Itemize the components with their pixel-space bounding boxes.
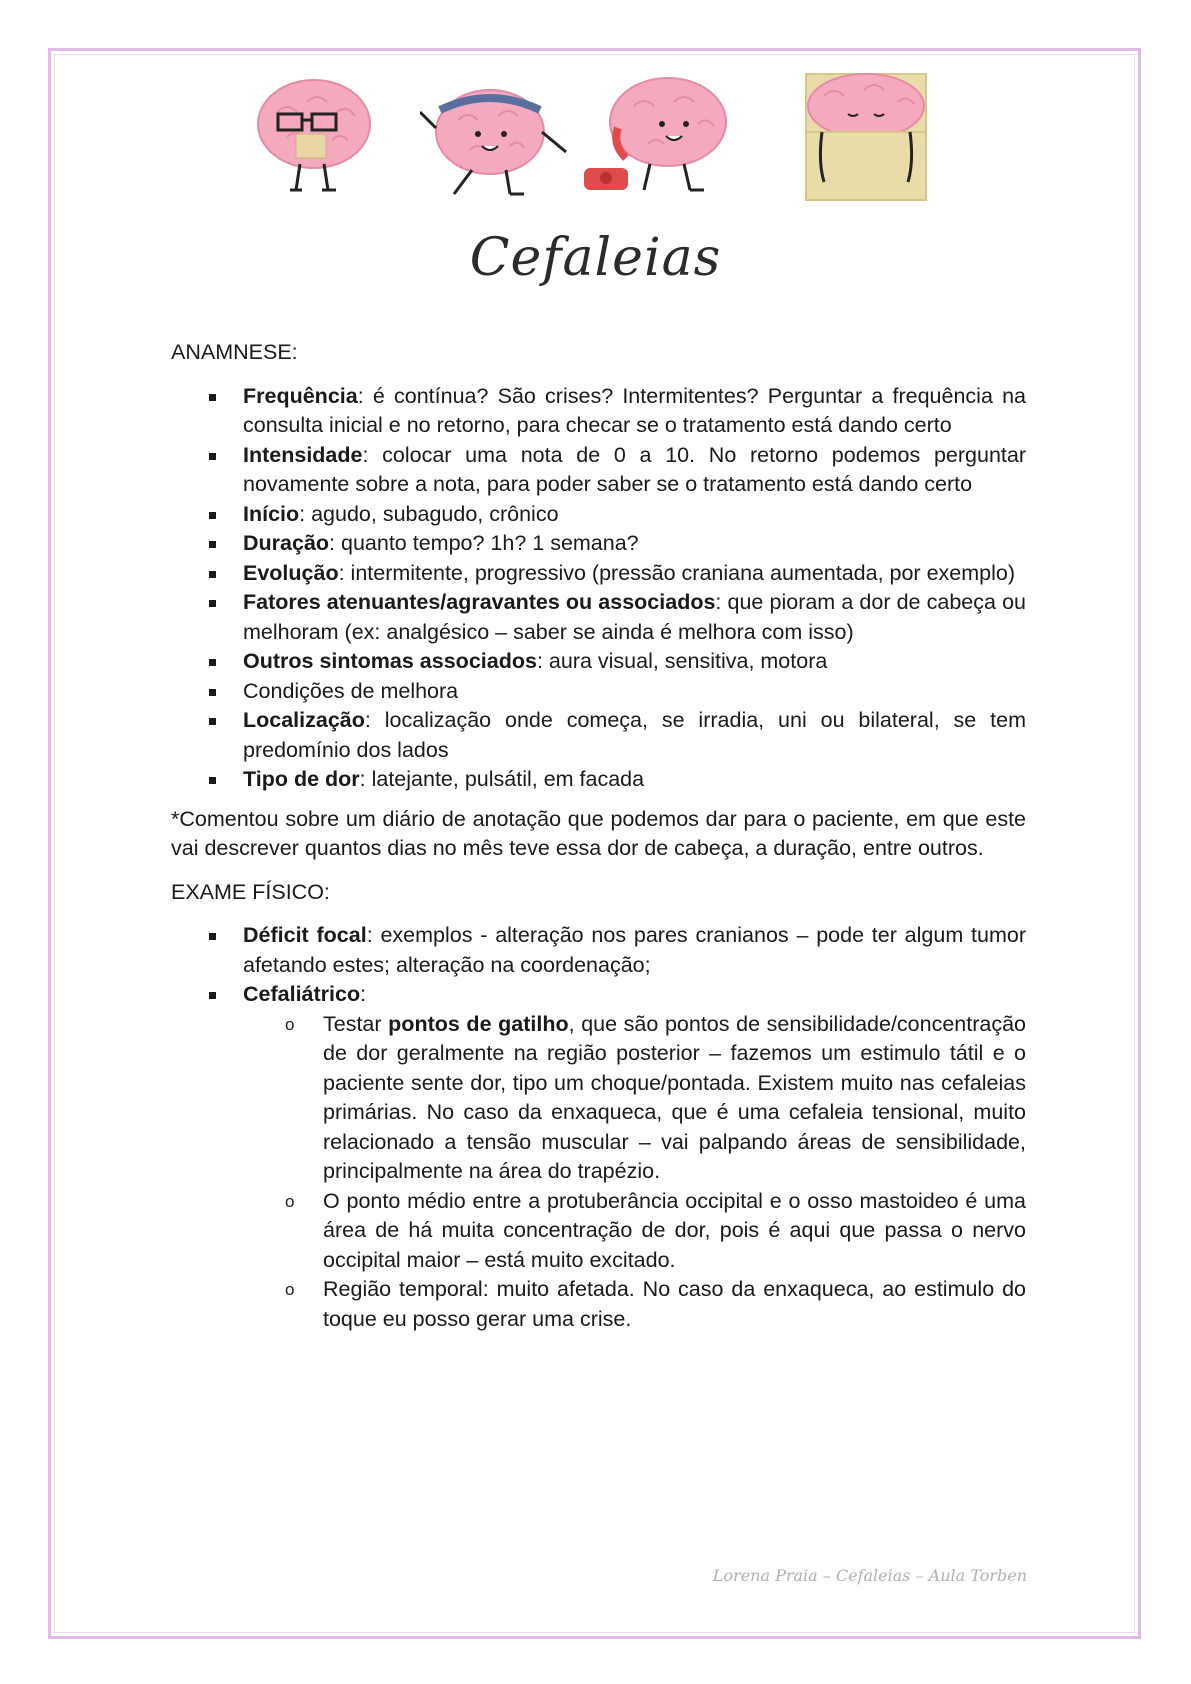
list-item: Intensidade: colocar uma nota de 0 a 10. No retorno podemos perguntar novamente sobre a nota, para poder saber se o tratamento está dando certo — [171, 441, 1026, 500]
list-item: Evolução: intermitente, progressivo (pressão craniana aumentada, por exemplo) — [171, 559, 1026, 589]
exame-list — [171, 921, 1026, 1334]
anamnese-list — [171, 382, 1026, 795]
list-item: Duração: quanto tempo? 1h? 1 semana? — [171, 529, 1026, 559]
list-item: Localização: localização onde começa, se irradia, uni ou bilateral, se tem predomínio dos lados — [171, 706, 1026, 765]
list-item: Frequência: é contínua? São crises? Intermitentes? Perguntar a frequência na consulta inicial e no retorno, para checar se o tratamento está dando certo — [171, 382, 1026, 441]
list-item: Tipo de dor: latejante, pulsátil, em facada — [171, 765, 1026, 795]
cefaliatrico-sublist — [171, 1010, 1026, 1335]
brain-phone-icon — [578, 72, 738, 202]
section-anamnese-label: ANAMNESE: — [171, 340, 298, 364]
list-item: Fatores atenuantes/agravantes ou associados: que pioram a dor de cabeça ou melhoram (ex: analgésico – saber se ainda é melhora com isso) — [171, 588, 1026, 647]
brain-exercising-icon — [420, 72, 570, 202]
section-exame-label: EXAME FÍSICO: — [171, 879, 330, 904]
brain-reading-icon — [252, 72, 382, 202]
list-item: Condições de melhora — [171, 677, 1026, 707]
diary-note: *Comentou sobre um diário de anotação que podemos dar para o paciente, em que este vai descrever quantos dias no mês teve essa dor de cabeça, a duração, entre outros. — [171, 806, 1026, 860]
list-item: Cefaliátrico: o Testar pontos de gatilho, que são pontos de sensibilidade/concentração de dor geralmente na região posterior – fazemos um estimulo tátil e o paciente sente dor, tipo um choque/pontada. Existem muito nas cefaleias primárias. No caso da enxaqueca, que é uma cefaleia tensional, muito relacionado a tensão muscular – vai palpando áreas de sensibilidade, principalmente na área do trapézio. o O ponto médio entre a protuberância occipital e o osso mastoideo é uma área de há muita concentração de dor, pois é aqui que passa o nervo occipital maior – está muito excitado. o Região temporal: muito afetada. No caso da enxaqueca, ao estimulo do toque eu posso gerar uma crise. — [171, 980, 1026, 1334]
brain-in-box-icon — [802, 72, 932, 202]
list-item: Déficit focal: exemplos - alteração nos pares cranianos – pode ter algum tumor afetando estes; alteração na coordenação; — [171, 921, 1026, 980]
page-title: Cefaleias — [469, 228, 722, 288]
sub-list-item: o Região temporal: muito afetada. No caso da enxaqueca, ao estimulo do toque eu posso gerar uma crise. — [247, 1275, 1026, 1334]
header-illustrations — [252, 72, 1002, 222]
list-item: Outros sintomas associados: aura visual, sensitiva, motora — [171, 647, 1026, 677]
sub-list-item: o O ponto médio entre a protuberância occipital e o osso mastoideo é uma área de há muita concentração de dor, pois é aqui que passa o nervo occipital maior – está muito excitado. — [247, 1187, 1026, 1276]
document-body — [171, 338, 1026, 1344]
list-item: Início: agudo, subagudo, crônico — [171, 500, 1026, 530]
page-footer: Lorena Praia – Cefaleias – Aula Torben — [712, 1566, 1027, 1585]
sub-list-item: o Testar pontos de gatilho, que são pontos de sensibilidade/concentração de dor geralmente na região posterior – fazemos um estimulo tátil e o paciente sente dor, tipo um choque/pontada. Existem muito nas cefaleias primárias. No caso da enxaqueca, que é uma cefaleia tensional, muito relacionado a tensão muscular – vai palpando áreas de sensibilidade, principalmente na área do trapézio. — [247, 1010, 1026, 1187]
